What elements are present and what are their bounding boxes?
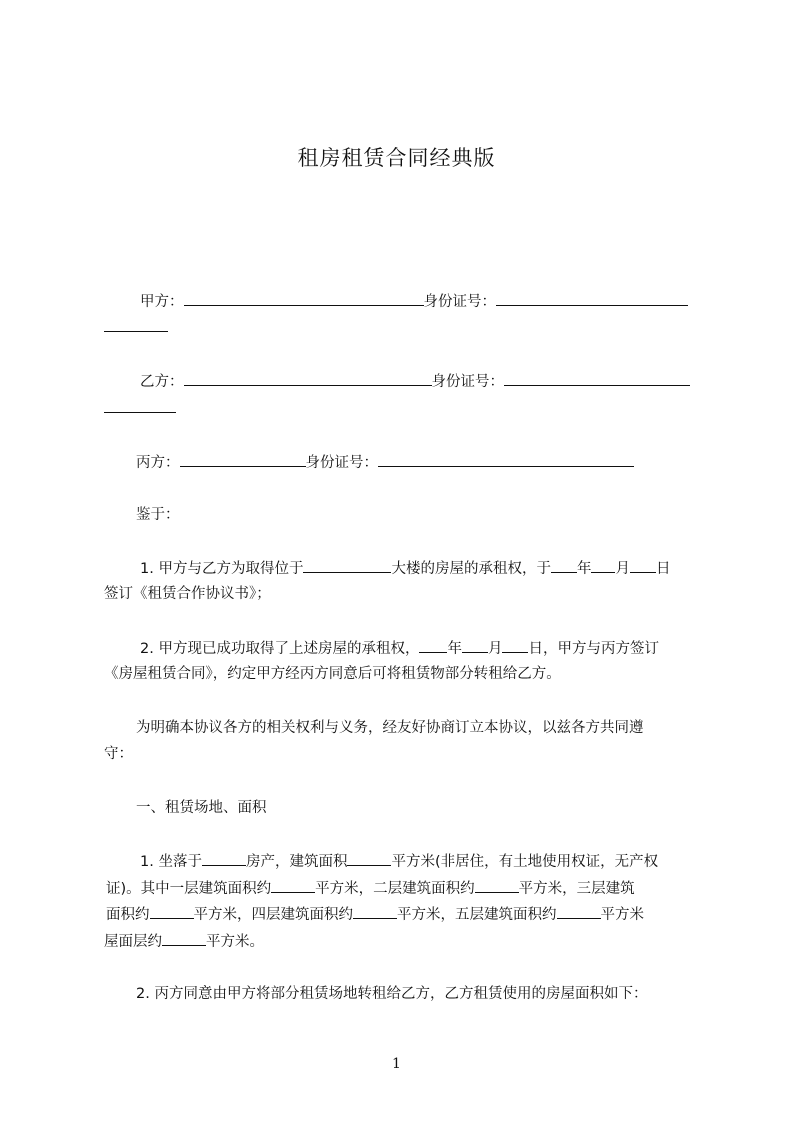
building-blank bbox=[303, 558, 391, 573]
year-label: 年 bbox=[576, 561, 592, 577]
c2-year-blank bbox=[419, 638, 447, 653]
c2-year-label: 年 bbox=[447, 641, 462, 657]
c2-month-label: 月 bbox=[487, 641, 503, 657]
area-blank bbox=[347, 851, 391, 866]
month-label: 月 bbox=[615, 561, 630, 577]
s1-l4-text-b: 平方米。 bbox=[206, 934, 264, 950]
whereas-clause-2 bbox=[140, 638, 659, 659]
party-b-label: 乙方： bbox=[140, 374, 184, 390]
year-blank bbox=[551, 558, 577, 573]
party-c-id-blank bbox=[378, 452, 634, 467]
whereas-heading: 鉴于： bbox=[136, 507, 180, 523]
c2-day-blank bbox=[502, 638, 528, 653]
month-blank bbox=[591, 558, 615, 573]
party-c-line bbox=[136, 452, 634, 473]
party-a-id-blank-cont bbox=[104, 317, 168, 332]
floor-1-blank bbox=[271, 878, 315, 893]
s1-l3-text-c: 平方米，五层建筑面积约 bbox=[397, 907, 557, 923]
clause-2-text-b: 日，甲方与丙方签订 bbox=[528, 641, 659, 657]
s1-l2-text-c: 平方米，三层建筑 bbox=[518, 881, 635, 897]
day-label: 日 bbox=[655, 561, 671, 577]
party-b-id-blank-cont bbox=[104, 398, 176, 413]
purpose-line-1: 为明确本协议各方的相关权利与义务，经友好协商订立本协议，以兹各方共同遵 bbox=[136, 720, 644, 736]
s1-l3-text-a: 面积约 bbox=[106, 907, 150, 923]
floor-5-blank bbox=[557, 904, 601, 919]
section-1-clause-1-line-2 bbox=[106, 878, 635, 899]
party-c-label: 丙方： bbox=[136, 455, 180, 471]
clause-1-text-b: 大楼的房屋的承租权，于 bbox=[391, 561, 551, 577]
section-1-clause-2: 2. 丙方同意由甲方将部分租赁场地转租给乙方，乙方租赁使用的房屋面积如下： bbox=[136, 986, 648, 1002]
s1-text-b: 房产，建筑面积 bbox=[245, 854, 348, 870]
roof-blank bbox=[162, 931, 206, 946]
page-number: 1 bbox=[392, 1056, 401, 1072]
c2-month-blank bbox=[462, 638, 488, 653]
party-a-id-label: 身份证号： bbox=[423, 294, 496, 310]
whereas-clause-1-line-2: 签订《租赁合作协议书》； bbox=[104, 586, 271, 602]
location-blank bbox=[202, 851, 246, 866]
party-a-id-blank bbox=[496, 291, 688, 306]
party-c-name-blank bbox=[180, 452, 306, 467]
s1-l3-text-b: 平方米，四层建筑面积约 bbox=[193, 907, 353, 923]
s1-text-a: 1. 坐落于 bbox=[140, 854, 202, 870]
party-b-name-blank bbox=[184, 371, 432, 386]
document-title: 租房租赁合同经典版 bbox=[297, 146, 496, 170]
party-a-label: 甲方： bbox=[140, 294, 184, 310]
floor-2-blank bbox=[475, 878, 519, 893]
clause-2-text-a: 2. 甲方现已成功取得了上述房屋的承租权， bbox=[140, 641, 420, 657]
party-b-id-blank bbox=[504, 371, 690, 386]
whereas-clause-2-line-2: 《房屋租赁合同》，约定甲方经丙方同意后可将租赁物部分转租给乙方。 bbox=[104, 666, 561, 682]
party-b-line bbox=[140, 371, 690, 392]
party-a-line-2 bbox=[104, 317, 168, 338]
party-b-id-label: 身份证号： bbox=[431, 374, 504, 390]
floor-4-blank bbox=[353, 904, 397, 919]
s1-l2-text-a: 证)。其中一层建筑面积约 bbox=[106, 881, 272, 897]
whereas-clause-1 bbox=[140, 558, 670, 579]
clause-1-text-a: 1. 甲方与乙方为取得位于 bbox=[140, 561, 304, 577]
s1-l2-text-b: 平方米，二层建筑面积约 bbox=[315, 881, 475, 897]
day-blank bbox=[630, 558, 656, 573]
section-1-clause-1-line-3 bbox=[106, 904, 644, 925]
section-1-heading: 一、租赁场地、面积 bbox=[136, 800, 267, 816]
floor-3-blank bbox=[150, 904, 194, 919]
party-a-name-blank bbox=[184, 291, 424, 306]
party-c-id-label: 身份证号： bbox=[305, 455, 378, 471]
s1-l4-text-a: 屋面层约 bbox=[104, 934, 162, 950]
s1-l3-text-d: 平方米 bbox=[600, 907, 644, 923]
party-a-line bbox=[140, 291, 688, 312]
s1-text-c: 平方米(非居住，有土地使用权证，无产权 bbox=[391, 854, 659, 870]
purpose-line-2: 守： bbox=[104, 746, 133, 762]
section-1-clause-1 bbox=[140, 851, 658, 872]
party-b-line-2 bbox=[104, 398, 176, 419]
section-1-clause-1-line-4 bbox=[104, 931, 264, 952]
